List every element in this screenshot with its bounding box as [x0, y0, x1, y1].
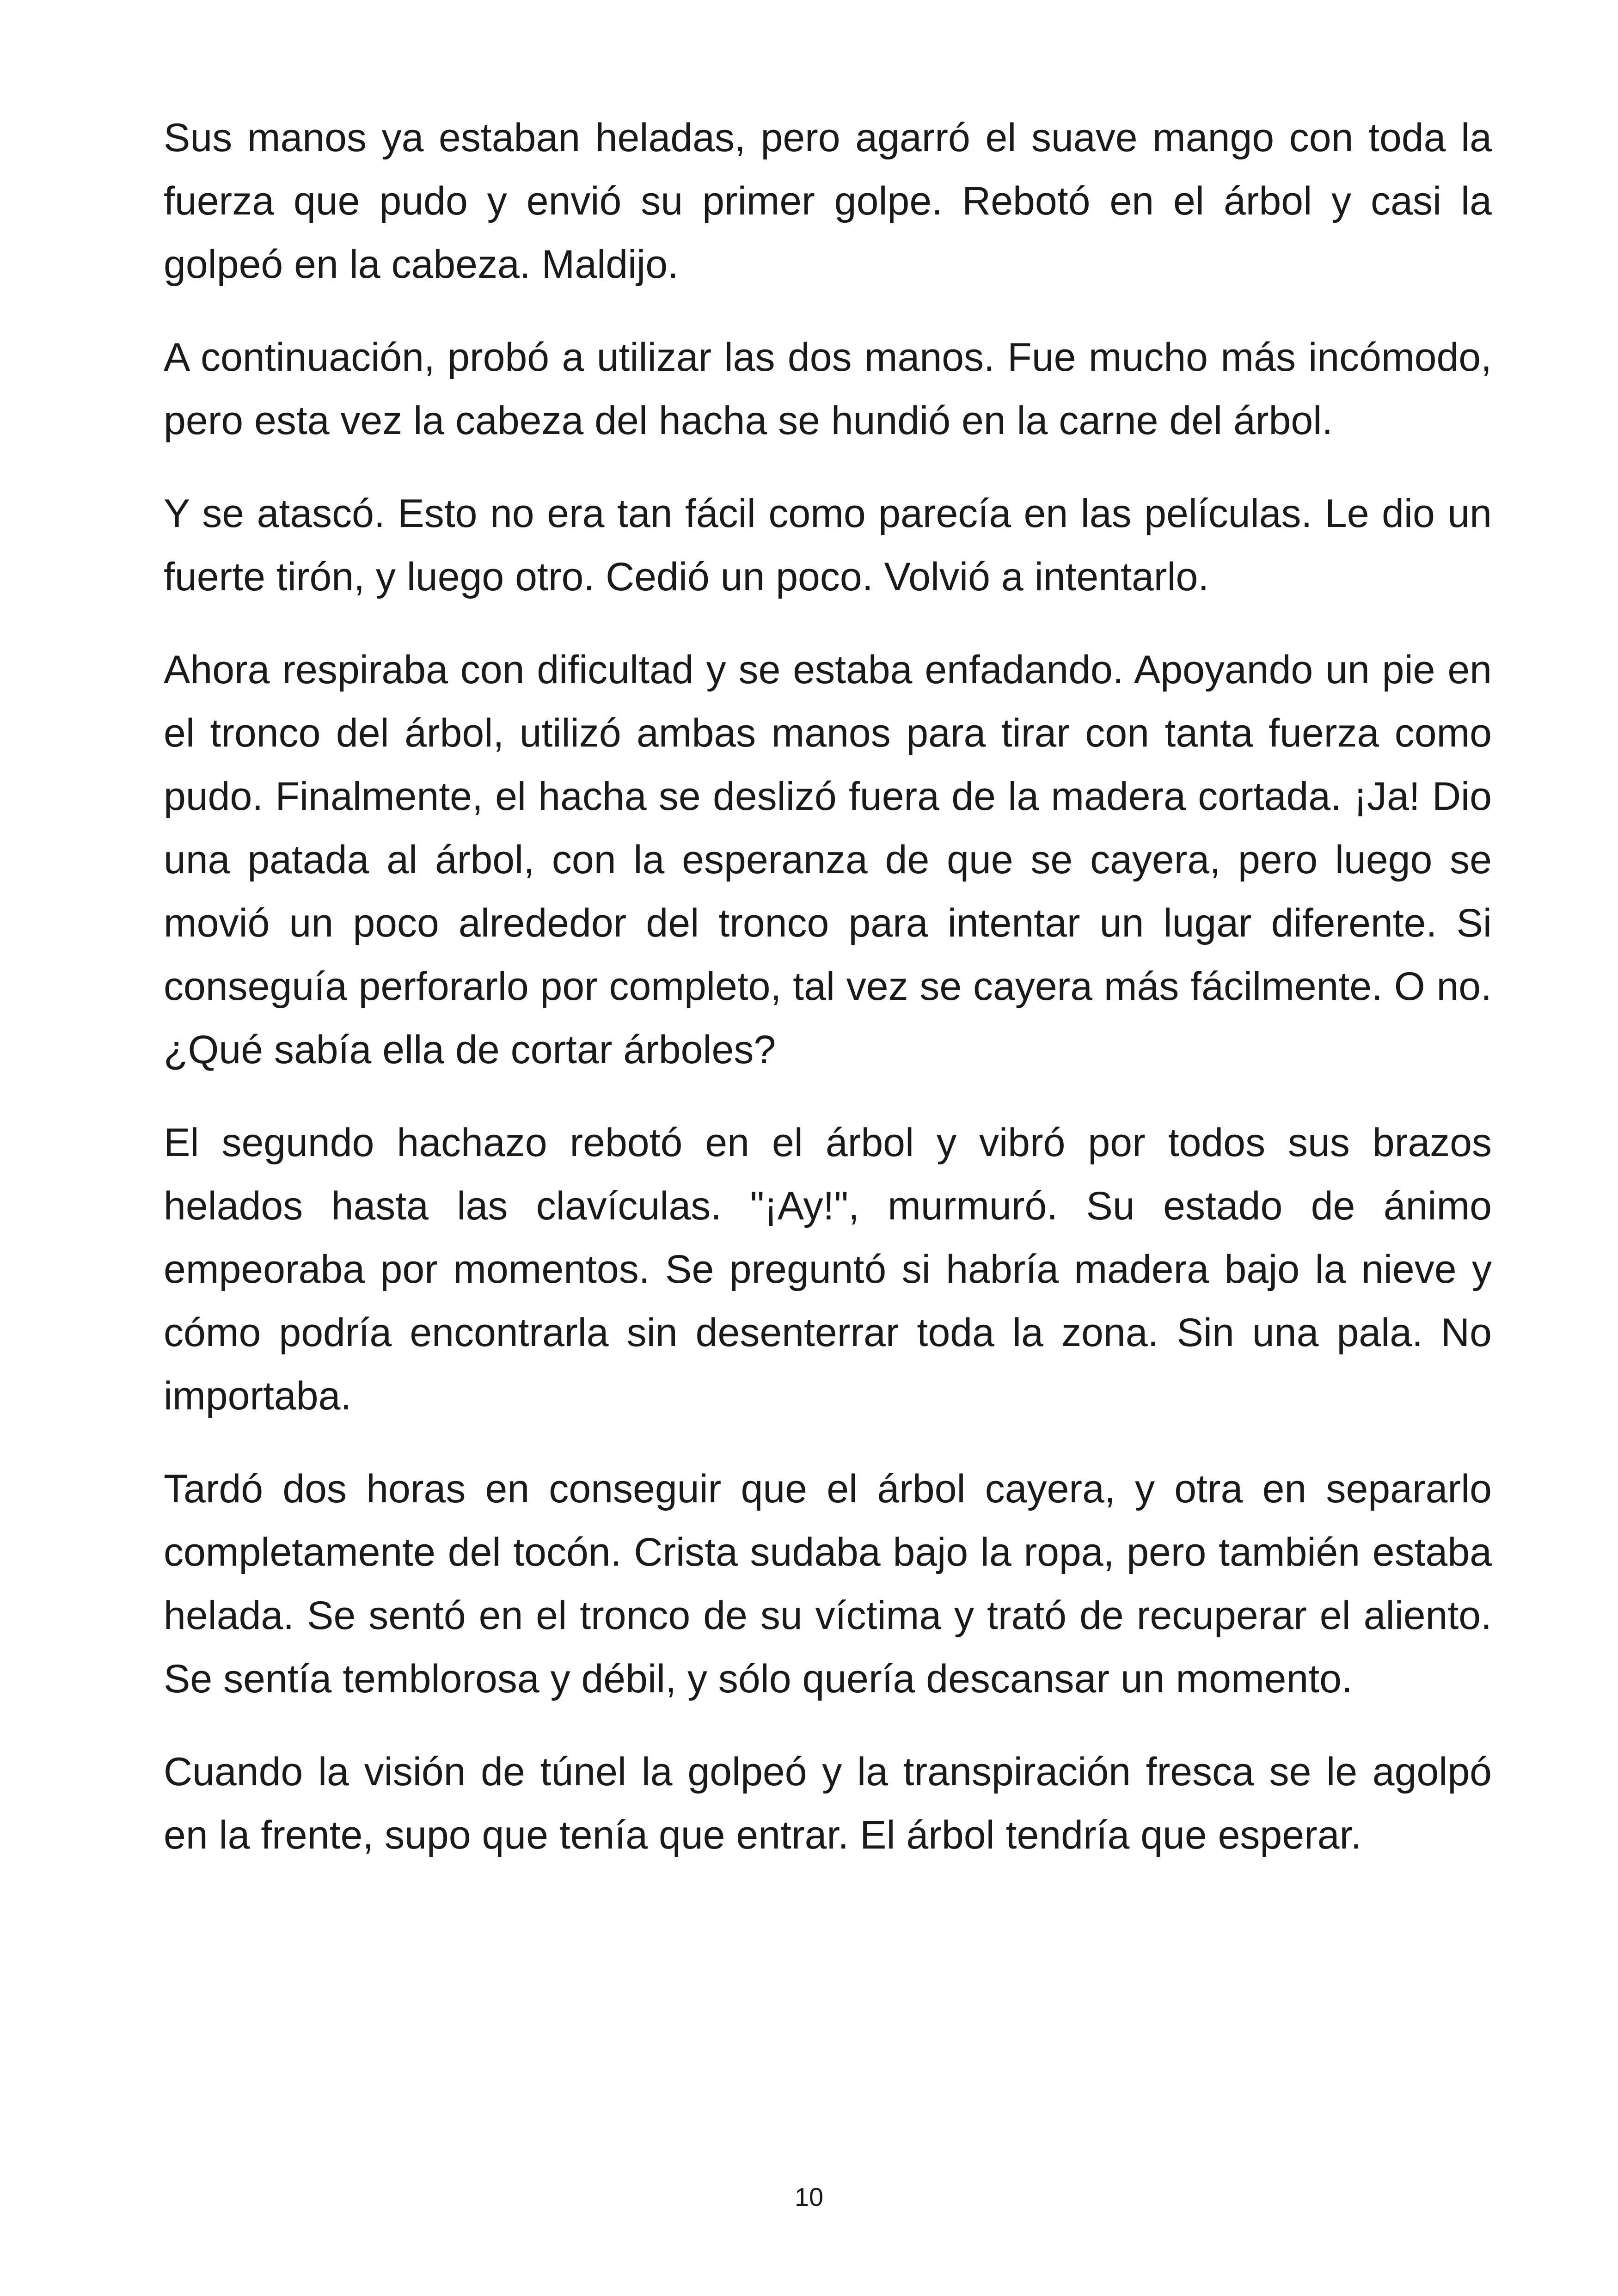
body-text: [164, 106, 1492, 1897]
paragraph-6: Tardó dos horas en conseguir que el árbol cayera, y otra en separarlo completamente del tocón. Crista sudaba bajo la ropa, pero también estaba helada. Se sentó en el tronco de su víctima y trató de recuperar el aliento. Se sentía temblorosa y débil, y sólo quería descansar un momento.: [164, 1467, 1492, 1701]
paragraph-2: A continuación, probó a utilizar las dos manos. Fue mucho más incómodo, pero esta vez la cabeza del hacha se hundió en la carne del árbol.: [164, 335, 1492, 443]
paragraph-3: Y se atascó. Esto no era tan fácil como parecía en las películas. Le dio un fuerte tirón, y luego otro. Cedió un poco. Volvió a intentarlo.: [164, 491, 1492, 599]
page-number: 10: [794, 2182, 824, 2211]
paragraph-5: El segundo hachazo rebotó en el árbol y vibró por todos sus brazos helados hasta las clavículas. "¡Ay!", murmuró. Su estado de ánimo empeoraba por momentos. Se preguntó si habría madera bajo la nieve y cómo podría encontrarla sin desenterrar toda la zona. Sin una pala. No importaba.: [164, 1120, 1492, 1418]
paragraph-7: Cuando la visión de túnel la golpeó y la transpiración fresca se le agolpó en la frente, supo que tenía que entrar. El árbol tendría que esperar.: [164, 1750, 1492, 1857]
paragraph-1: Sus manos ya estaban heladas, pero agarró el suave mango con toda la fuerza que pudo y envió su primer golpe. Rebotó en el árbol y casi la golpeó en la cabeza. Maldijo.: [164, 116, 1492, 287]
paragraph-4: Ahora respiraba con dificultad y se estaba enfadando. Apoyando un pie en el tronco del árbol, utilizó ambas manos para tirar con tanta fuerza como pudo. Finalmente, el hacha se deslizó fuera de la madera cortada. ¡Ja! Dio una patada al árbol, con la esperanza de que se cayera, pero luego se movió un poco alrededor del tronco para intentar un lugar diferente. Si conseguía perforarlo por completo, tal vez se cayera más fácilmente. O no. ¿Qué sabía ella de cortar árboles?: [164, 648, 1492, 1072]
